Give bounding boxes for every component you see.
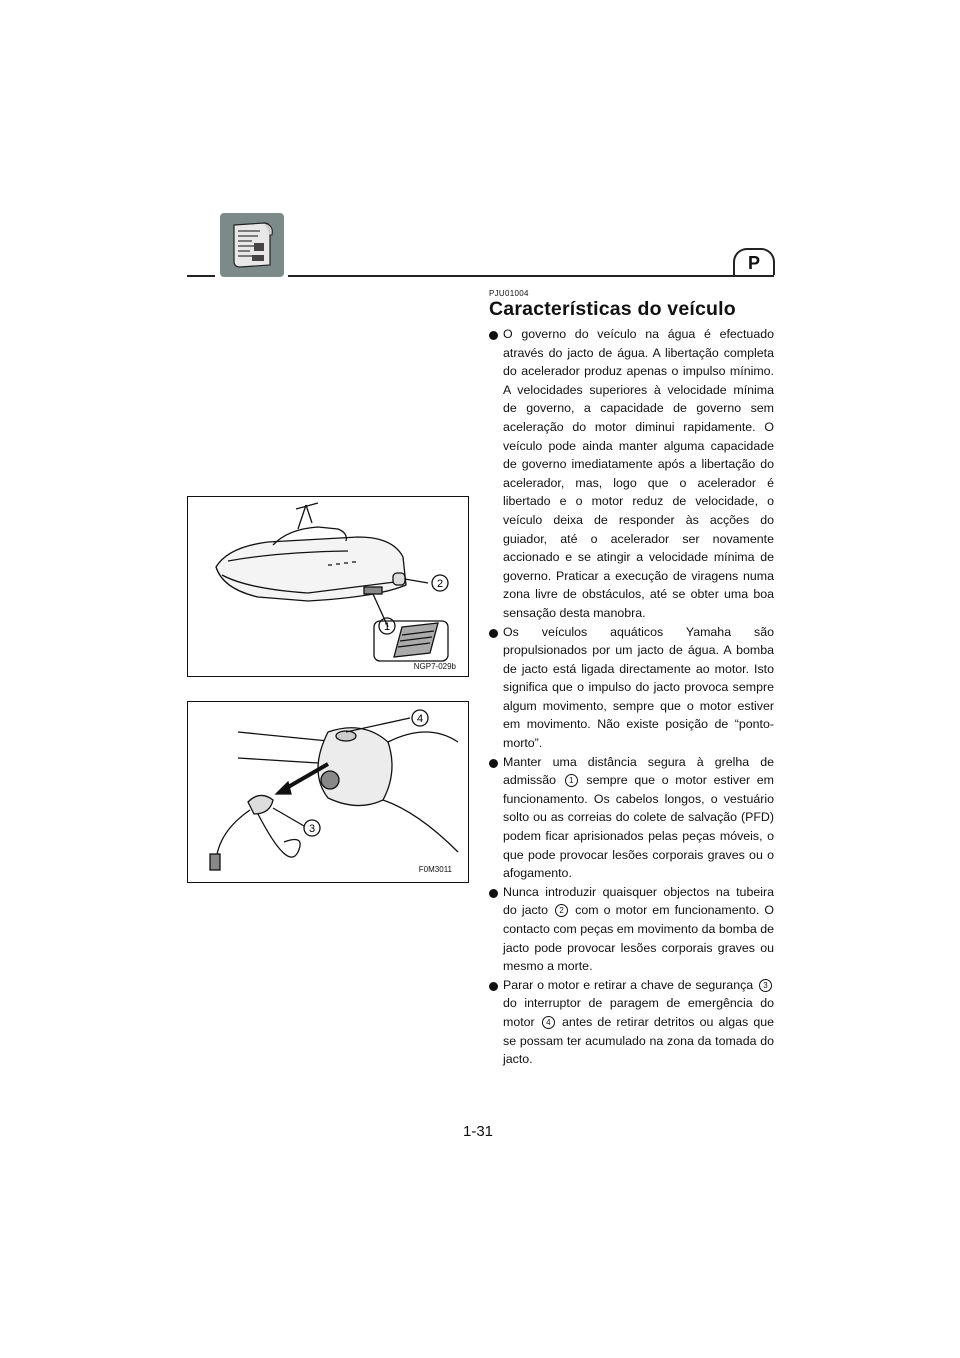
bullet-text-run: sempre que o motor estiver em funcionamento. Os cabelos longos, o vestuário solto ou as correias do colete de salvação (PFD) podem ficar aprisionados pelas peças móveis, o que pode provocar lesões corporais graves ou o afogamento. bbox=[503, 773, 774, 881]
header-rule-right bbox=[288, 275, 774, 277]
bullet-dot-icon bbox=[489, 982, 498, 991]
bullet-item bbox=[489, 623, 774, 753]
bullet-text-run: Parar o motor e retirar a chave de segurança bbox=[503, 977, 757, 992]
bullet-text-run: do interruptor de paragem de emergência do motor bbox=[503, 996, 774, 1029]
section-title: Características do veículo bbox=[489, 298, 736, 320]
bullet-item bbox=[489, 753, 774, 883]
figure-code: NGP7-029b bbox=[413, 662, 456, 671]
figure-code: F0M3011 bbox=[418, 865, 452, 874]
stop-switch-illustration bbox=[188, 702, 467, 881]
figure-watercraft bbox=[187, 496, 469, 677]
bullet-dot-icon bbox=[489, 889, 498, 898]
bullet-text-run: antes de retirar detritos ou algas que se possam ter acumulado na zona da tomada do jacto. bbox=[503, 1014, 774, 1067]
watercraft-illustration bbox=[188, 497, 467, 675]
bullet-list bbox=[489, 325, 774, 1069]
bullet-text bbox=[503, 976, 774, 1069]
figure-stop-switch bbox=[187, 701, 469, 883]
bullet-dot-icon bbox=[489, 759, 498, 768]
ref-callout-2: 2 bbox=[555, 904, 568, 917]
callout-2: 2 bbox=[436, 578, 444, 590]
bullet-dot-icon bbox=[489, 331, 498, 340]
bullet-text-run: Manter uma distância segura à grelha de admissão bbox=[503, 754, 774, 788]
bullet-text bbox=[503, 753, 774, 883]
callout-4: 4 bbox=[416, 713, 424, 725]
bullet-item bbox=[489, 976, 774, 1069]
page-number: 1-31 bbox=[463, 1123, 494, 1140]
bullet-text-run: Os veículos aquáticos Yamaha são propulsionados por um jacto de água. A bomba de jacto está ligada directamente ao motor. Isto significa que o impulso do jacto provoca sempre algum movimento, sempre que o motor estiver em movimento. Não existe posição de “ponto-morto”. bbox=[503, 624, 774, 751]
manual-book-icon bbox=[220, 213, 284, 277]
ref-callout-1: 1 bbox=[565, 774, 578, 787]
bullet-text-run: O governo do veículo na água é efectuado através do jacto de água. A libertação completa do acelerador produz apenas o impulso mínimo. A velocidades superiores à velocidade mínima de governo, a capacidade de governo sem aceleração do motor diminui rapidamente. O veículo pode ainda manter alguma capacidade de governo imediatamente após a libertação do acelerador, mas, logo que o acelerador é libertado e o motor reduz de velocidade, o veículo deixa de responder às acções do guiador, até o acelerador ser novamente accionado e se atingir a velocidade mínima de governo. Praticar a execução de viragens numa zona livre de obstáculos, até se obter uma boa sensação desta manobra. bbox=[503, 327, 774, 620]
ref-callout-4: 4 bbox=[542, 1016, 555, 1029]
language-badge: P bbox=[733, 248, 775, 275]
ref-callout-3: 3 bbox=[759, 979, 772, 992]
header-rule-left bbox=[187, 275, 215, 277]
bullet-item bbox=[489, 883, 774, 976]
bullet-dot-icon bbox=[489, 629, 498, 638]
section-code: PJU01004 bbox=[489, 289, 529, 298]
bullet-text bbox=[503, 325, 774, 623]
bullet-item bbox=[489, 325, 774, 623]
bullet-text bbox=[503, 883, 774, 976]
callout-3: 3 bbox=[308, 823, 316, 835]
bullet-text-run: Nunca introduzir quaisquer objectos na tubeira do jacto bbox=[503, 884, 774, 918]
callout-1: 1 bbox=[383, 621, 391, 633]
bullet-text bbox=[503, 623, 774, 753]
bullet-text-run: com o motor em funcionamento. O contacto com peças em movimento da bomba de jacto pode provocar lesões corporais graves ou mesmo a morte. bbox=[503, 903, 775, 974]
